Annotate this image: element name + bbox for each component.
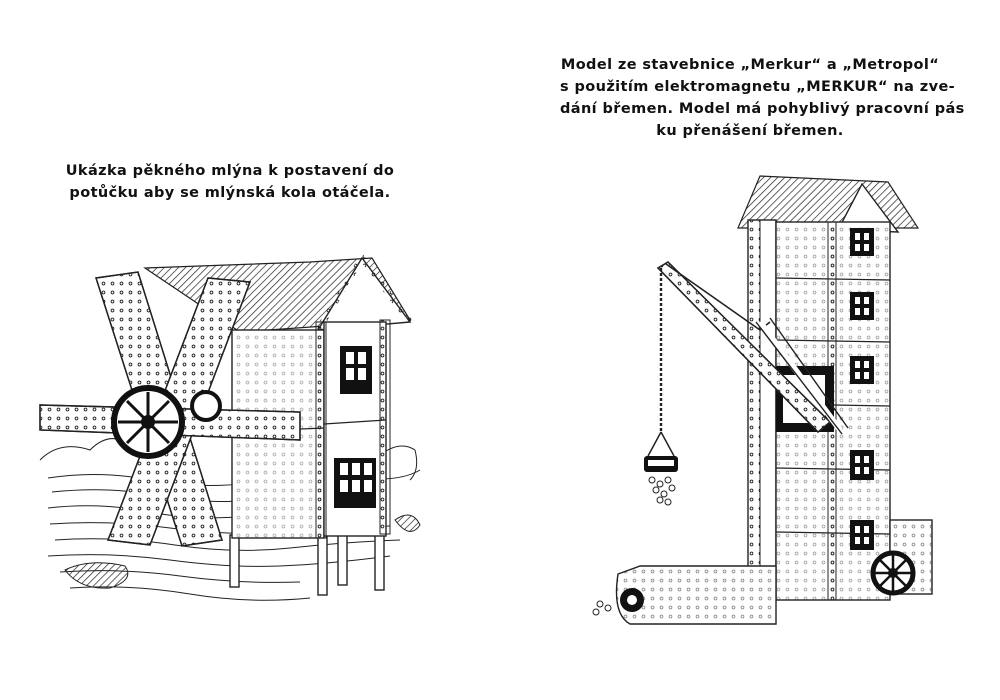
mill-caption-line-1: Ukázka pěkného mlýna k postavení do (65, 163, 395, 179)
crane-caption-line-2: s použitím elektromagnetu „MERKUR“ na zve- (560, 79, 956, 95)
tower-crane-illustration (593, 176, 932, 624)
mill-legs (230, 530, 384, 595)
crane-caption-line-1: Model ze stavebnice „Merkur“ a „Metropol“ (560, 57, 940, 73)
crane-caption-line-4: ku přenášení břemen. (656, 123, 844, 139)
mill-window-lower (334, 458, 376, 508)
mill-caption-line-2: potůčku aby se mlýnská kola otáčela. (69, 185, 391, 201)
water-mill-illustration (40, 258, 420, 600)
drive-gear (873, 553, 913, 593)
crane-caption-line-3: dání břemen. Model má pohyblivý pracovní pás (560, 101, 965, 117)
electromagnet (644, 432, 678, 505)
mill-window-upper (340, 346, 372, 394)
